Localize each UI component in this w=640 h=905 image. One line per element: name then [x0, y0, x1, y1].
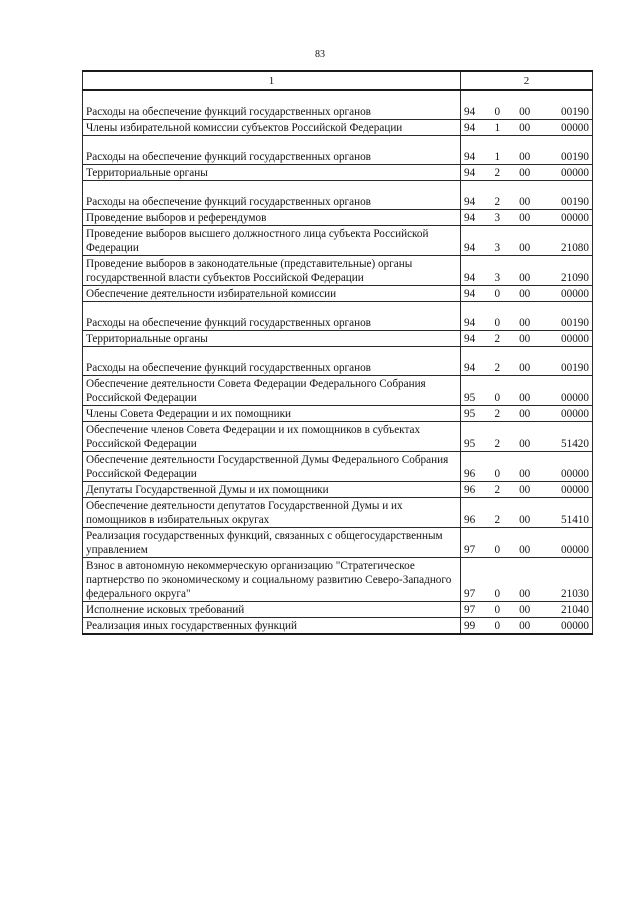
code-subprogram: 3: [494, 272, 501, 284]
code-group: 00: [519, 514, 531, 526]
code-program: 97: [464, 544, 476, 556]
page-number: 83: [315, 49, 325, 60]
row-code: [461, 422, 593, 452]
code-parts: [464, 316, 589, 330]
code-parts: [464, 483, 589, 497]
code-group: 00: [519, 408, 531, 420]
row-code: [461, 347, 593, 376]
code-parts: [464, 166, 589, 180]
code-parts: [464, 619, 589, 633]
code-group: 00: [519, 272, 531, 284]
table-row: [83, 482, 593, 498]
table-row: [83, 602, 593, 618]
code-subprogram: 2: [494, 408, 501, 420]
code-parts: [464, 271, 589, 285]
code-subprogram: 0: [494, 317, 501, 329]
code-subprogram: 0: [494, 106, 501, 118]
code-subprogram: 0: [494, 544, 501, 556]
code-direction: 00190: [561, 196, 589, 208]
code-program: 95: [464, 408, 476, 420]
code-group: 00: [519, 544, 531, 556]
table-row: [83, 286, 593, 302]
code-group: 00: [519, 122, 531, 134]
code-parts: [464, 437, 589, 451]
code-subprogram: 0: [494, 620, 501, 632]
row-code: [461, 482, 593, 498]
row-name: Расходы на обеспечение функций государственных органов: [83, 302, 461, 331]
table-body: [83, 71, 593, 634]
code-subprogram: 0: [494, 392, 501, 404]
row-code: [461, 602, 593, 618]
code-program: 94: [464, 151, 476, 163]
code-program: 94: [464, 106, 476, 118]
code-parts: [464, 603, 589, 617]
code-group: 00: [519, 588, 531, 600]
code-group: 00: [519, 151, 531, 163]
code-parts: [464, 241, 589, 255]
table-row: [83, 558, 593, 602]
code-subprogram: 2: [494, 167, 501, 179]
code-subprogram: 2: [494, 196, 501, 208]
code-program: 96: [464, 484, 476, 496]
code-subprogram: 0: [494, 288, 501, 300]
code-parts: [464, 105, 589, 119]
code-subprogram: 2: [494, 514, 501, 526]
row-code: [461, 302, 593, 331]
code-parts: [464, 287, 589, 301]
code-program: 94: [464, 122, 476, 134]
code-direction: 00000: [561, 620, 589, 632]
row-code: [461, 286, 593, 302]
code-program: 94: [464, 242, 476, 254]
code-direction: 21040: [561, 604, 589, 616]
code-program: 99: [464, 620, 476, 632]
row-code: [461, 376, 593, 406]
code-subprogram: 2: [494, 333, 501, 345]
table-row: [83, 618, 593, 635]
row-code: [461, 165, 593, 181]
code-direction: 00190: [561, 106, 589, 118]
code-subprogram: 2: [494, 362, 501, 374]
table-row: [83, 181, 593, 210]
code-parts: [464, 195, 589, 209]
table-row: [83, 210, 593, 226]
code-program: 94: [464, 196, 476, 208]
row-name: Взнос в автономную некоммерческую организацию "Стратегическое партнерство по экономическому и социальному развитию Северо-Западного федерального округа": [83, 558, 461, 602]
code-program: 94: [464, 167, 476, 179]
header-col-1: 1: [83, 71, 461, 90]
code-parts: [464, 467, 589, 481]
code-subprogram: 0: [494, 588, 501, 600]
code-direction: 51420: [561, 438, 589, 450]
table-row: [83, 165, 593, 181]
row-code: [461, 136, 593, 165]
code-parts: [464, 361, 589, 375]
code-direction: 21080: [561, 242, 589, 254]
code-subprogram: 2: [494, 484, 501, 496]
row-code: [461, 210, 593, 226]
row-name: Реализация иных государственных функций: [83, 618, 461, 635]
table-row: [83, 406, 593, 422]
code-direction: 00000: [561, 484, 589, 496]
table-row: [83, 331, 593, 347]
table-row: [83, 256, 593, 286]
code-group: 00: [519, 106, 531, 118]
code-program: 94: [464, 362, 476, 374]
code-subprogram: 3: [494, 212, 501, 224]
row-name: Обеспечение деятельности избирательной комиссии: [83, 286, 461, 302]
code-parts: [464, 543, 589, 557]
budget-classification-table: [82, 70, 593, 635]
code-program: 96: [464, 514, 476, 526]
code-program: 95: [464, 392, 476, 404]
code-program: 94: [464, 317, 476, 329]
code-subprogram: 0: [494, 468, 501, 480]
code-direction: 51410: [561, 514, 589, 526]
row-code: [461, 90, 593, 120]
code-direction: 00000: [561, 408, 589, 420]
code-group: 00: [519, 392, 531, 404]
code-direction: 00000: [561, 212, 589, 224]
table-row: [83, 528, 593, 558]
code-group: 00: [519, 484, 531, 496]
code-parts: [464, 332, 589, 346]
code-subprogram: 1: [494, 151, 501, 163]
row-code: [461, 181, 593, 210]
code-direction: 00000: [561, 544, 589, 556]
row-code: [461, 331, 593, 347]
table-row: [83, 120, 593, 136]
code-direction: 00000: [561, 468, 589, 480]
code-parts: [464, 150, 589, 164]
code-program: 94: [464, 333, 476, 345]
code-parts: [464, 121, 589, 135]
code-subprogram: 3: [494, 242, 501, 254]
row-name: Реализация государственных функций, связанных с общегосударственным управлением: [83, 528, 461, 558]
code-direction: 00190: [561, 362, 589, 374]
row-code: [461, 120, 593, 136]
row-name: Расходы на обеспечение функций государственных органов: [83, 181, 461, 210]
code-program: 95: [464, 438, 476, 450]
table-row: [83, 347, 593, 376]
row-name: Территориальные органы: [83, 165, 461, 181]
code-group: 00: [519, 438, 531, 450]
code-direction: 00190: [561, 317, 589, 329]
row-code: [461, 498, 593, 528]
code-direction: 00000: [561, 167, 589, 179]
code-program: 97: [464, 604, 476, 616]
code-program: 94: [464, 288, 476, 300]
row-name: Обеспечение деятельности депутатов Государственной Думы и их помощников в избирательных округах: [83, 498, 461, 528]
row-name: Расходы на обеспечение функций государственных органов: [83, 347, 461, 376]
code-group: 00: [519, 620, 531, 632]
row-name: Расходы на обеспечение функций государственных органов: [83, 136, 461, 165]
code-group: 00: [519, 288, 531, 300]
row-code: [461, 452, 593, 482]
code-group: 00: [519, 604, 531, 616]
row-code: [461, 528, 593, 558]
code-group: 00: [519, 362, 531, 374]
table-row: [83, 376, 593, 406]
row-name: Проведение выборов высшего должностного лица субъекта Российской Федерации: [83, 226, 461, 256]
table-row: [83, 226, 593, 256]
row-name: Обеспечение деятельности Совета Федерации Федерального Собрания Российской Федерации: [83, 376, 461, 406]
code-direction: 00000: [561, 392, 589, 404]
row-code: [461, 618, 593, 635]
table-row: [83, 302, 593, 331]
code-group: 00: [519, 333, 531, 345]
code-group: 00: [519, 167, 531, 179]
code-group: 00: [519, 468, 531, 480]
row-name: Проведение выборов в законодательные (представительные) органы государственной власти субъектов Российской Федерации: [83, 256, 461, 286]
table-row: [83, 498, 593, 528]
row-code: [461, 406, 593, 422]
row-name: Обеспечение членов Совета Федерации и их помощников в субъектах Российской Федерации: [83, 422, 461, 452]
code-group: 00: [519, 242, 531, 254]
row-code: [461, 256, 593, 286]
code-parts: [464, 513, 589, 527]
code-group: 00: [519, 196, 531, 208]
code-parts: [464, 211, 589, 225]
code-group: 00: [519, 212, 531, 224]
row-name: Территориальные органы: [83, 331, 461, 347]
code-parts: [464, 391, 589, 405]
row-name: Обеспечение деятельности Государственной Думы Федерального Собрания Российской Федерации: [83, 452, 461, 482]
code-parts: [464, 407, 589, 421]
row-code: [461, 558, 593, 602]
table-header-row: [83, 71, 593, 90]
code-direction: 00000: [561, 333, 589, 345]
code-program: 94: [464, 212, 476, 224]
row-name: Исполнение исковых требований: [83, 602, 461, 618]
code-direction: 00000: [561, 288, 589, 300]
code-program: 94: [464, 272, 476, 284]
table-row: [83, 136, 593, 165]
code-direction: 00190: [561, 151, 589, 163]
code-program: 96: [464, 468, 476, 480]
row-name: Члены избирательной комиссии субъектов Российской Федерации: [83, 120, 461, 136]
row-name: Члены Совета Федерации и их помощники: [83, 406, 461, 422]
table-row: [83, 422, 593, 452]
table-row: [83, 452, 593, 482]
row-name: Расходы на обеспечение функций государственных органов: [83, 90, 461, 120]
row-name: Депутаты Государственной Думы и их помощники: [83, 482, 461, 498]
code-subprogram: 2: [494, 438, 501, 450]
code-direction: 00000: [561, 122, 589, 134]
code-subprogram: 1: [494, 122, 501, 134]
code-subprogram: 0: [494, 604, 501, 616]
table-row: [83, 90, 593, 120]
row-name: Проведение выборов и референдумов: [83, 210, 461, 226]
code-program: 97: [464, 588, 476, 600]
code-direction: 21090: [561, 272, 589, 284]
code-direction: 21030: [561, 588, 589, 600]
code-parts: [464, 587, 589, 601]
row-code: [461, 226, 593, 256]
header-col-2: 2: [461, 71, 593, 90]
code-group: 00: [519, 317, 531, 329]
